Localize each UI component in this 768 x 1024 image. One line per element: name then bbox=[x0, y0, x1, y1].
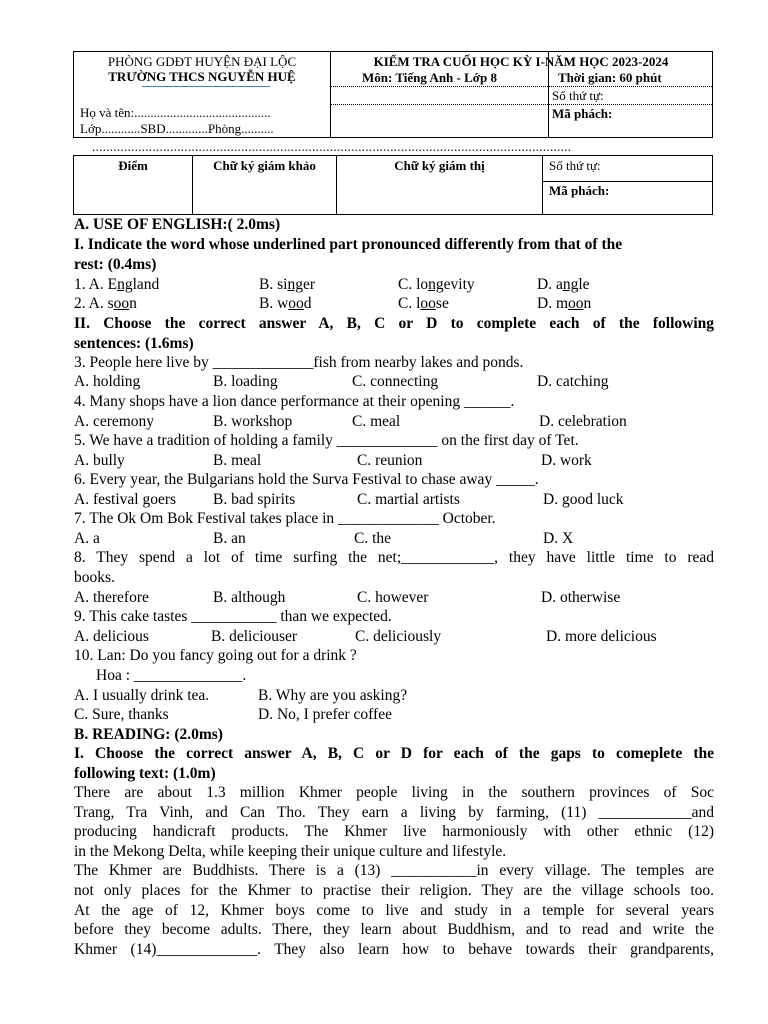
option-4d[interactable]: D. celebration bbox=[539, 413, 627, 430]
passage-line: not only places for the Khmer to practise their religion. They are the village schools too. bbox=[74, 882, 714, 899]
serial-number-row bbox=[543, 156, 712, 182]
question-number: 2. bbox=[74, 295, 89, 312]
question-2 bbox=[74, 294, 714, 314]
option-6d[interactable]: D. good luck bbox=[543, 491, 624, 508]
option-7c[interactable]: C. the bbox=[354, 530, 392, 547]
examiner-signature-cell[interactable]: Chữ ký giám khảo bbox=[193, 156, 337, 214]
student-info-cell bbox=[74, 52, 331, 137]
question-6: 6. Every year, the Bulgarians hold the Surva Festival to chase away _____. bbox=[74, 471, 539, 488]
school-underline bbox=[142, 86, 270, 87]
part-2-title-cont: sentences: (1.6ms) bbox=[74, 335, 194, 352]
passage-line: in the Mekong Delta, while keeping their unique culture and lifestyle. bbox=[74, 843, 507, 860]
option-8c[interactable]: C. however bbox=[357, 589, 429, 606]
question-3: 3. People here live by _____________fish from nearby lakes and ponds. bbox=[74, 354, 524, 371]
part-1-title-cont: rest: (0.4ms) bbox=[74, 256, 157, 273]
serial-number-label: Số thứ tự: bbox=[552, 88, 604, 103]
option-3d[interactable]: D. catching bbox=[537, 373, 609, 390]
option-7b[interactable]: B. an bbox=[213, 530, 246, 547]
passage-line: Khmer (14)_____________. They also learn how to behave towards their grandparents, bbox=[74, 941, 714, 958]
option-9c[interactable]: C. deliciously bbox=[355, 628, 442, 645]
passage-line: Trang, Tra Vinh, and Can Tho. They earn a living by farming, (11) ____________and bbox=[74, 804, 714, 821]
option-9d[interactable]: D. more delicious bbox=[546, 628, 657, 645]
option-1b[interactable]: B. singer bbox=[259, 276, 315, 293]
question-8-cont: books. bbox=[74, 569, 115, 586]
option-1c[interactable]: C. longevity bbox=[398, 276, 475, 293]
option-10c[interactable]: C. Sure, thanks bbox=[74, 706, 169, 723]
option-6c[interactable]: C. martial artists bbox=[357, 491, 460, 508]
option-8a[interactable]: A. therefore bbox=[74, 589, 149, 606]
option-9b[interactable]: B. deliciouser bbox=[211, 628, 298, 645]
option-2b[interactable]: B. wood bbox=[259, 295, 312, 312]
section-a-title: A. USE OF ENGLISH:( 2.0ms) bbox=[74, 216, 281, 233]
option-7d[interactable]: D. X bbox=[543, 530, 574, 547]
proctor-signature-cell[interactable]: Chữ ký giám thị bbox=[337, 156, 543, 214]
passage-line: At the age of 12, Khmer boys come to live and study in a temple for several years bbox=[74, 902, 714, 919]
option-4c[interactable]: C. meal bbox=[352, 413, 401, 430]
option-4a[interactable]: A. ceremony bbox=[74, 413, 155, 430]
question-4: 4. Many shops have a lion dance performance at their opening ______. bbox=[74, 393, 515, 410]
dotted-divider bbox=[331, 104, 712, 105]
option-8b[interactable]: B. although bbox=[213, 589, 286, 606]
option-3b[interactable]: B. loading bbox=[213, 373, 278, 390]
part-2-title: II. Choose the correct answer A, B, C or D to complete each of the following bbox=[74, 315, 714, 332]
passage-line: There are about 1.3 million Khmer people living in the southern provinces of Soc bbox=[74, 784, 714, 801]
grade-table bbox=[73, 155, 713, 215]
option-10b[interactable]: B. Why are you asking? bbox=[258, 687, 408, 704]
passage-line: producing handicraft products. The Khmer live harmoniously with other ethnic (12) bbox=[74, 823, 714, 840]
cut-line-separator: ....................................................................................................................................... bbox=[92, 139, 572, 154]
option-8d[interactable]: D. otherwise bbox=[541, 589, 621, 606]
option-4b[interactable]: B. workshop bbox=[213, 413, 293, 430]
serial-number-label: Số thứ tự: bbox=[549, 158, 601, 173]
passage-line: The Khmer are Buddhists. There is a (13) ___________in every village. The temples are bbox=[74, 862, 714, 879]
question-10-reply: Hoa : ______________. bbox=[96, 667, 247, 684]
question-10: 10. Lan: Do you fancy going out for a drink ? bbox=[74, 647, 357, 664]
option-10d[interactable]: D. No, I prefer coffee bbox=[258, 706, 392, 723]
option-1d[interactable]: D. angle bbox=[537, 276, 590, 293]
exam-subject: Môn: Tiếng Anh - Lớp 8 bbox=[362, 70, 497, 85]
option-5c[interactable]: C. reunion bbox=[357, 452, 423, 469]
option-1a[interactable]: A. England bbox=[88, 276, 160, 293]
dotted-divider bbox=[331, 86, 712, 87]
option-6a[interactable]: A. festival goers bbox=[74, 491, 177, 508]
option-5a[interactable]: A. bully bbox=[74, 452, 125, 469]
code-label: Mã phách: bbox=[552, 106, 613, 121]
part-1-title: I. Indicate the word whose underlined part pronounced differently from that of the bbox=[74, 236, 623, 253]
option-7a[interactable]: A. a bbox=[74, 530, 100, 547]
option-3c[interactable]: C. connecting bbox=[352, 373, 439, 390]
passage-line: before they become adults. There, they learn about Buddhism, and to read and write the bbox=[74, 921, 714, 938]
question-number: 1. bbox=[74, 276, 89, 293]
question-7: 7. The Ok Om Bok Festival takes place in _____________ October. bbox=[74, 510, 496, 527]
option-2c[interactable]: C. loose bbox=[398, 295, 449, 312]
code-label: Mã phách: bbox=[549, 183, 610, 198]
question-9: 9. This cake tastes ___________ than we expected. bbox=[74, 608, 392, 625]
option-6b[interactable]: B. bad spirits bbox=[213, 491, 296, 508]
question-8: 8. They spend a lot of time surfing the net;____________, they have little time to read bbox=[74, 549, 714, 566]
reading-part-1-title-cont: following text: (1.0m) bbox=[74, 765, 216, 782]
option-10a[interactable]: A. I usually drink tea. bbox=[74, 687, 210, 704]
option-5d[interactable]: D. work bbox=[541, 452, 592, 469]
option-9a[interactable]: A. delicious bbox=[74, 628, 149, 645]
exam-title: KIỂM TRA CUỐI HỌC KỲ I-NĂM HỌC 2023-2024 bbox=[373, 54, 669, 69]
exam-time: Thời gian: 60 phút bbox=[558, 70, 662, 85]
exam-header-box bbox=[73, 51, 713, 138]
school-name: TRƯỜNG THCS NGUYỄN HUỆ bbox=[108, 69, 296, 84]
class-sbd-room-field[interactable]: Lớp............SBD.............Phòng.......... bbox=[80, 121, 274, 136]
option-3a[interactable]: A. holding bbox=[74, 373, 141, 390]
student-name-field[interactable]: Họ và tên:.......................................... bbox=[80, 105, 271, 120]
reading-part-1-title: I. Choose the correct answer A, B, C or D for each of the gaps to comeplete the bbox=[74, 745, 714, 762]
option-2a[interactable]: A. soon bbox=[88, 295, 137, 312]
option-2d[interactable]: D. moon bbox=[537, 295, 592, 312]
section-b-title: B. READING: (2.0ms) bbox=[74, 726, 223, 743]
question-1 bbox=[74, 275, 714, 295]
score-cell[interactable]: Điểm bbox=[74, 156, 193, 214]
option-5b[interactable]: B. meal bbox=[213, 452, 262, 469]
department-name: PHÒNG GDĐT HUYỆN ĐẠI LỘC bbox=[107, 54, 297, 69]
question-5: 5. We have a tradition of holding a family _____________ on the first day of Tet. bbox=[74, 432, 579, 449]
